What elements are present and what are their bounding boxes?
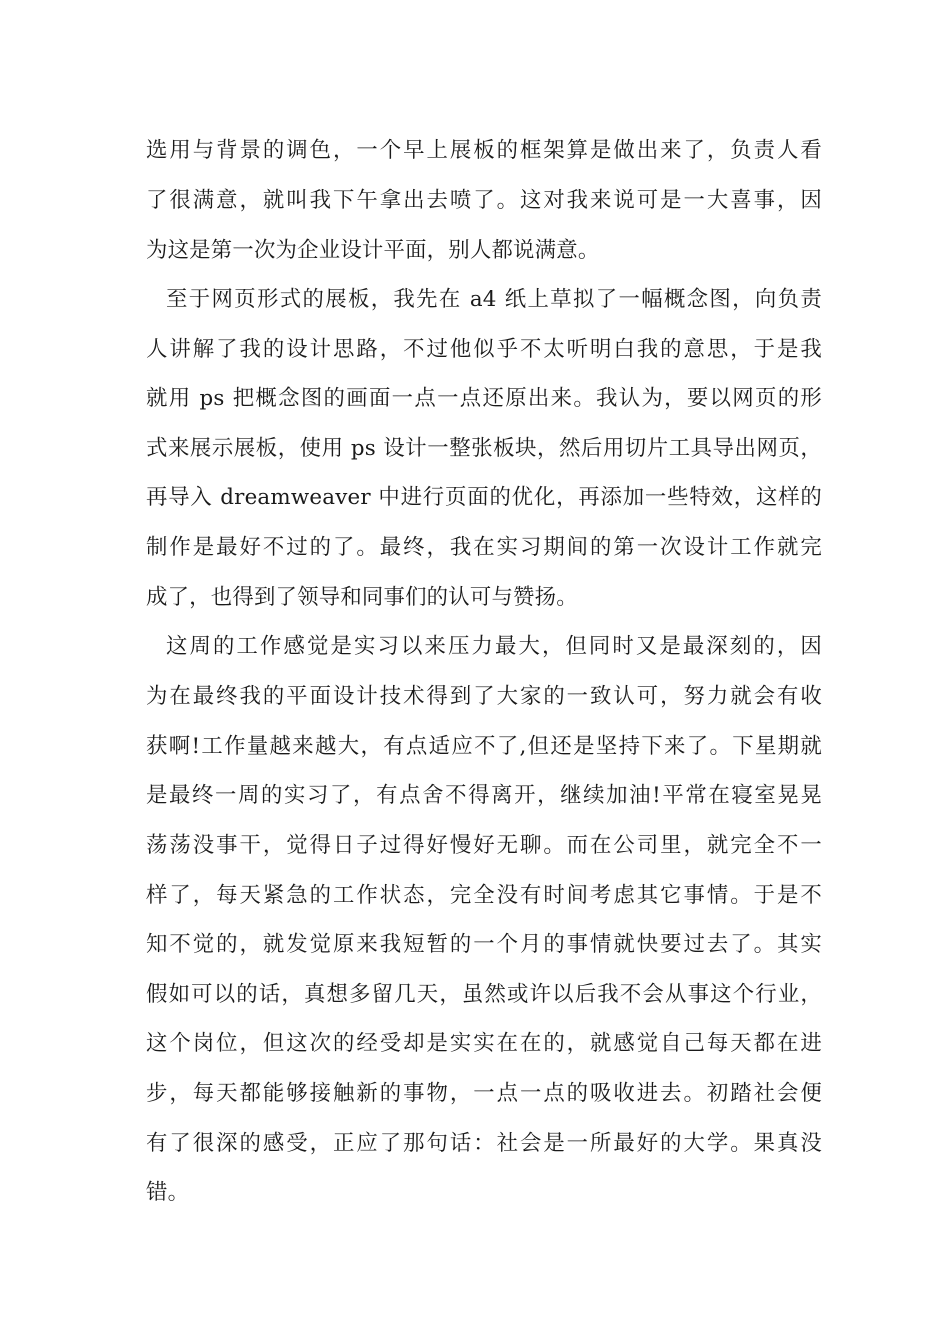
- text-line-11: 这周的工作感觉是实习以来压力最大，但同时又是最深刻的，因: [166, 634, 822, 659]
- text-line-7: 式来展示展板，使用 ps 设计一整张板块，然后用切片工具导出网页，: [146, 436, 822, 461]
- text-line-22: 错。: [146, 1180, 190, 1205]
- text-line-13: 获啊!工作量越来越大，有点适应不了,但还是坚持下来了。下星期就: [146, 734, 822, 759]
- text-line-5: 人讲解了我的设计思路，不过他似乎不太听明白我的意思，于是我: [146, 337, 822, 362]
- text-line-14: 是最终一周的实习了，有点舍不得离开，继续加油!平常在寝室晃晃: [146, 783, 822, 808]
- text-line-18: 假如可以的话，真想多留几天，虽然或许以后我不会从事这个行业，: [146, 982, 822, 1007]
- text-line-8: 再导入 dreamweaver 中进行页面的优化，再添加一些特效，这样的: [146, 485, 822, 510]
- text-line-16: 样了，每天紧急的工作状态，完全没有时间考虑其它事情。于是不: [146, 883, 822, 908]
- text-line-19: 这个岗位，但这次的经受却是实实在在的，就感觉自己每天都在进: [146, 1031, 822, 1056]
- text-line-6: 就用 ps 把概念图的画面一点一点还原出来。我认为，要以网页的形: [146, 386, 822, 411]
- text-line-10: 成了，也得到了领导和同事们的认可与赞扬。: [146, 585, 578, 610]
- text-line-4: 至于网页形式的展板，我先在 a4 纸上草拟了一幅概念图，向负责: [166, 287, 822, 312]
- text-line-9: 制作是最好不过的了。最终，我在实习期间的第一次设计工作就完: [146, 535, 822, 560]
- text-line-12: 为在最终我的平面设计技术得到了大家的一致认可，努力就会有收: [146, 684, 822, 709]
- text-line-1: 选用与背景的调色，一个早上展板的框架算是做出来了，负责人看: [146, 138, 822, 163]
- text-line-2: 了很满意，就叫我下午拿出去喷了。这对我来说可是一大喜事，因: [146, 188, 822, 213]
- text-line-15: 荡荡没事干，觉得日子过得好慢好无聊。而在公司里，就完全不一: [146, 833, 822, 858]
- text-line-20: 步，每天都能够接触新的事物，一点一点的吸收进去。初踏社会便: [146, 1081, 822, 1106]
- text-line-17: 知不觉的，就发觉原来我短暂的一个月的事情就快要过去了。其实: [146, 932, 822, 957]
- text-line-21: 有了很深的感受，正应了那句话：社会是一所最好的大学。果真没: [146, 1131, 822, 1156]
- text-line-3: 为这是第一次为企业设计平面，别人都说满意。: [146, 238, 600, 263]
